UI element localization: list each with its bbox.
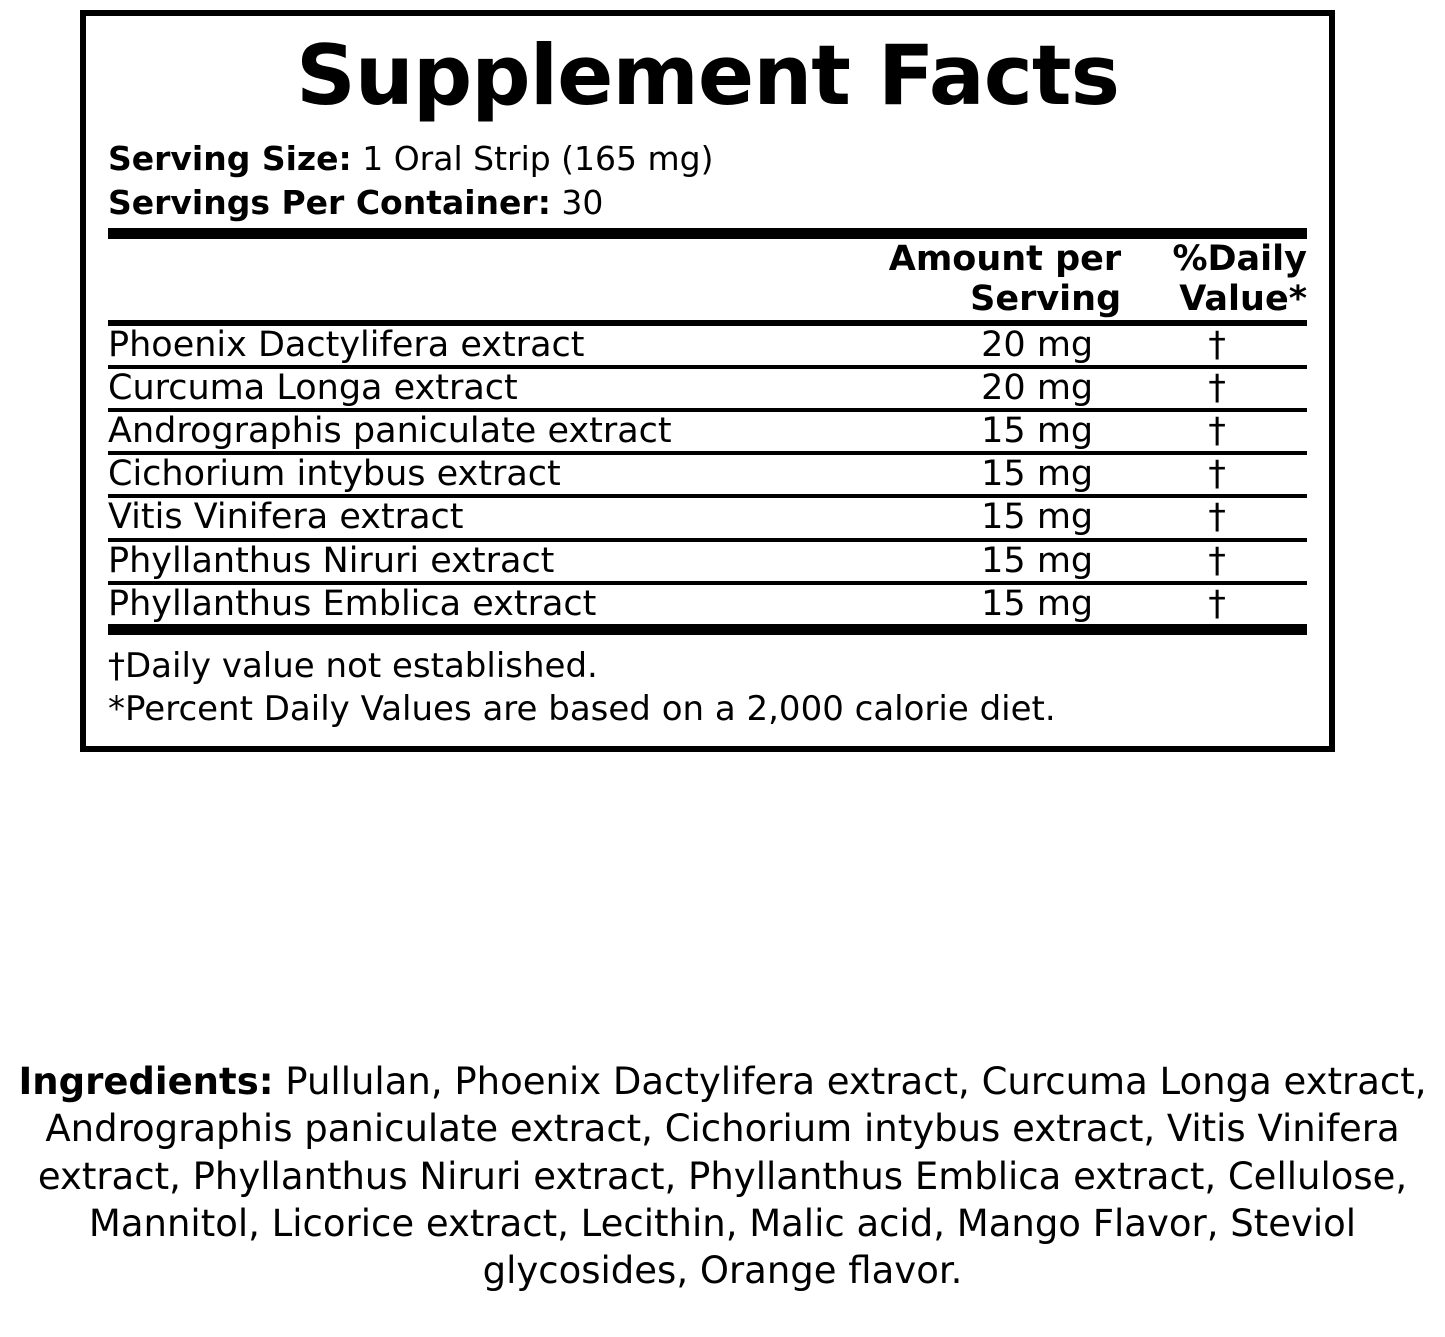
serving-size-value: 1 Oral Strip (165 mg) xyxy=(362,139,714,178)
divider-thick-bottom xyxy=(108,624,1307,635)
serving-size-label: Serving Size: xyxy=(108,139,352,178)
servings-per-container-value: 30 xyxy=(561,182,604,222)
servings-per-container-line xyxy=(108,181,1307,225)
row-amount: 15 mg xyxy=(779,453,1127,496)
table-row xyxy=(108,367,1307,410)
footnotes xyxy=(86,635,1329,746)
servings-per-container-label: Servings Per Container: xyxy=(108,182,551,222)
row-daily-value: † xyxy=(1208,583,1226,624)
table-row xyxy=(108,540,1307,583)
footnote-daily-value: †Daily value not established. xyxy=(108,645,598,686)
row-daily-value: † xyxy=(1127,410,1307,453)
table-row xyxy=(108,583,1307,624)
row-name: Phyllanthus Emblica extract xyxy=(108,583,597,624)
row-name: Curcuma Longa extract xyxy=(108,367,779,410)
row-name: Phoenix Dactylifera extract xyxy=(108,326,779,367)
row-daily-value: † xyxy=(1127,367,1307,410)
table-header-row xyxy=(108,239,1307,320)
row-daily-value: † xyxy=(1127,540,1307,583)
panel-title: Supplement Facts xyxy=(296,27,1119,124)
header-amount-per-serving: Amount per Serving xyxy=(888,239,1122,320)
row-name: Phyllanthus Niruri extract xyxy=(108,540,779,583)
row-amount: 20 mg xyxy=(779,367,1127,410)
row-amount: 15 mg xyxy=(779,540,1127,583)
serving-information xyxy=(86,125,1329,228)
nutrients-rows xyxy=(108,326,1307,624)
row-amount: 15 mg xyxy=(779,496,1127,539)
table-row xyxy=(108,453,1307,496)
row-amount: 20 mg xyxy=(779,326,1127,367)
ingredients-paragraph xyxy=(0,1058,1445,1295)
row-name: Andrographis paniculate extract xyxy=(108,410,779,453)
row-daily-value: † xyxy=(1127,496,1307,539)
ingredients-label: Ingredients: xyxy=(18,1060,274,1103)
row-daily-value: † xyxy=(1127,453,1307,496)
serving-size-line xyxy=(108,137,1307,181)
row-name: Cichorium intybus extract xyxy=(108,453,779,496)
table-row xyxy=(108,410,1307,453)
header-blank xyxy=(108,239,779,320)
row-amount: 15 mg xyxy=(981,583,1094,624)
divider-thick-top xyxy=(108,228,1307,239)
footnote-percent-daily-values: *Percent Daily Values are based on a 2,000 calorie diet. xyxy=(108,689,1056,730)
table-row xyxy=(108,496,1307,539)
row-amount: 15 mg xyxy=(779,410,1127,453)
row-name: Vitis Vinifera extract xyxy=(108,496,779,539)
supplement-facts-panel xyxy=(80,10,1335,752)
row-daily-value: † xyxy=(1127,326,1307,367)
table-row xyxy=(108,326,1307,367)
header-daily-value: %Daily Value* xyxy=(1172,239,1307,320)
nutrients-table xyxy=(108,239,1307,320)
ingredients-text: Pullulan, Phoenix Dactylifera extract, Curcuma Longa extract, Andrographis paniculate extract, Cichorium intybus extract, Vitis Vinifera extract, Phyllanthus Niruri extract, Phyllanthus Emblica extract, Cellulose, Mannitol, Licorice extract, Lecithin, Malic acid, Mango Flavor, Steviol glycosides, Orange flavor. xyxy=(37,1060,1427,1293)
